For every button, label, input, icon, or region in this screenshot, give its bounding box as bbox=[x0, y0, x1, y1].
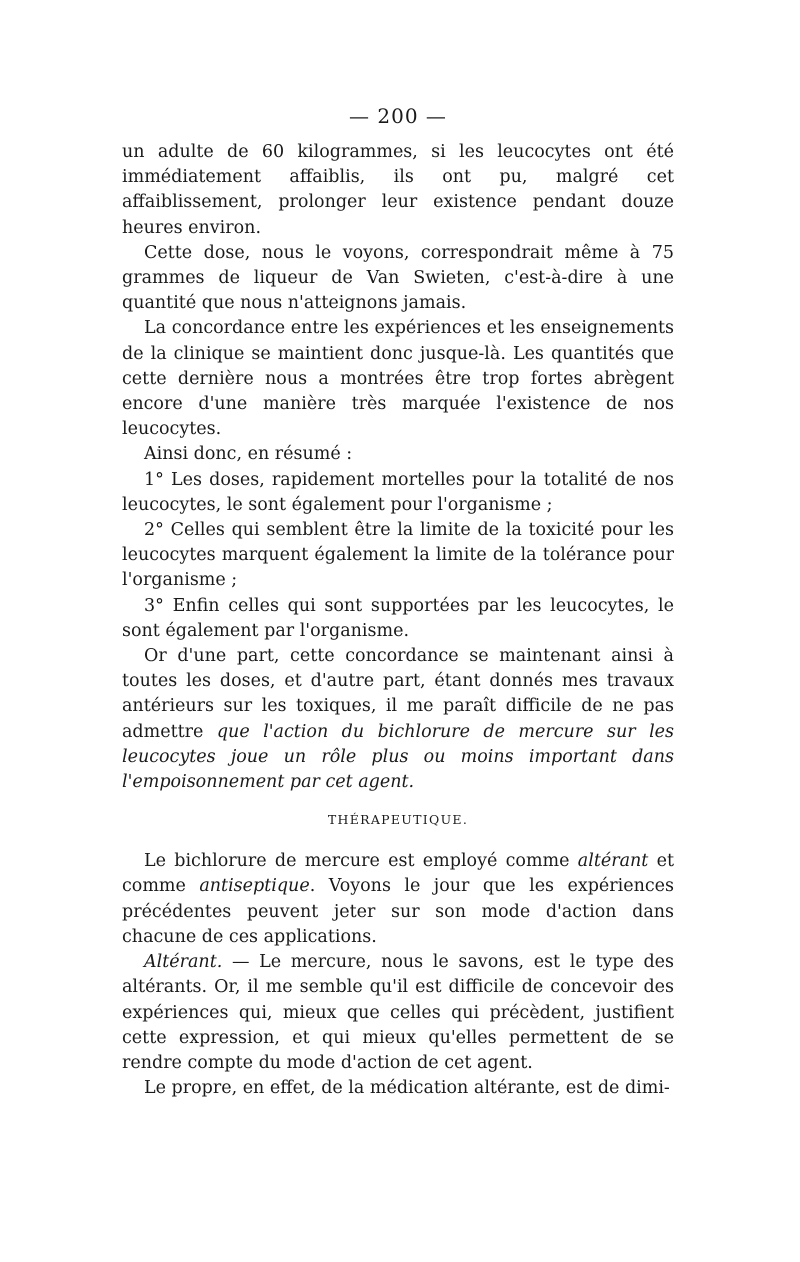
paragraph-conclusion bbox=[122, 644, 674, 795]
paragraph-dose: Cette dose, nous le voyons, correspondrait même à 75 grammes de liqueur de Van Swieten, c'est-à-dire à une quantité que nous n'atteignons jamais. bbox=[122, 242, 674, 314]
paragraph-alterant bbox=[122, 950, 674, 1076]
list-item-3: 3° Enfin celles qui sont supportées par les leucocytes, le sont également par l'organisme. bbox=[122, 595, 674, 641]
text-segment: et comme bbox=[122, 851, 675, 897]
paragraph-resume-intro: Ainsi donc, en résumé : bbox=[144, 444, 353, 465]
conclusion-italic: que l'action du bichlorure de mercure sur les leucocytes joue un rôle plus ou moins important dans l'empoisonnement par cet agent. bbox=[122, 721, 675, 793]
alterant-text: — Le mercure, nous le savons, est le type des altérants. Or, il me semble qu'il est difficile de concevoir des expériences qui, mieux que celles qui précèdent, justifient cette expression, et qui mieux qu'elles permettent de se rendre compte du mode d'action de cet agent. bbox=[122, 952, 674, 1073]
paragraph-medication: Le propre, en effet, de la médication altérante, est de dimi- bbox=[144, 1078, 670, 1099]
italic-antiseptique: antiseptique bbox=[199, 876, 310, 897]
page-number: — 200 — bbox=[349, 104, 447, 128]
paragraph-continuation: un adulte de 60 kilogrammes, si les leucocytes ont été immédiatement affaiblis, ils ont pu, malgré cet affaiblissement, prolonger leur existence pendant douze heures environ. bbox=[122, 142, 674, 238]
book-page bbox=[122, 104, 674, 1101]
paragraph-therapeutique-intro bbox=[122, 849, 674, 950]
paragraph-concordance: La concordance entre les expériences et les enseignements de la clinique se maintient donc jusque-là. Les quantités que cette dernière nous a montrées être trop fortes abrègent encore d'une manière très marquée l'existence de nos leucocytes. bbox=[122, 318, 674, 440]
alterant-lead: Altérant. bbox=[144, 952, 223, 973]
list-item-1: 1° Les doses, rapidement mortelles pour la totalité de nos leucocytes, le sont également pour l'organisme ; bbox=[122, 469, 674, 515]
list-item-2: 2° Celles qui semblent être la limite de la toxicité pour les leucocytes marquent également la limite de la tolérance pour l'organisme ; bbox=[122, 520, 674, 591]
section-title-therapeutique: THÉRAPEUTIQUE. bbox=[327, 812, 469, 828]
text-segment: Le bichlorure de mercure est employé comme bbox=[144, 851, 578, 872]
text-segment: . Voyons le jour que les expériences précédentes peuvent jeter sur son mode d'action dans chacune de ces applications. bbox=[122, 876, 674, 947]
conclusion-text: Or d'une part, cette concordance se maintenant ainsi à toutes les doses, et d'autre part, étant donnés mes travaux antérieurs sur les toxiques, il me paraît difficile de ne pas admettre bbox=[122, 646, 674, 742]
italic-alterant: altérant bbox=[577, 851, 649, 872]
